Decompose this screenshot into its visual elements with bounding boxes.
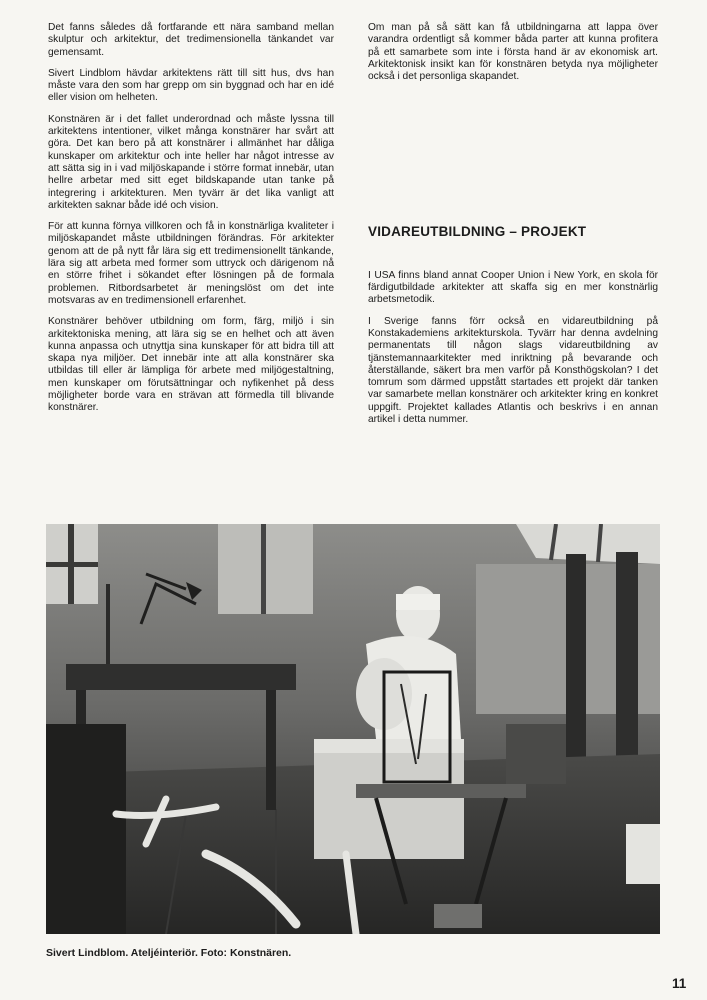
photo-caption: Sivert Lindblom. Ateljéinteriör. Foto: Konstnären. xyxy=(46,947,292,959)
paragraph: Om man på så sätt kan få utbildningarna att lappa över varandra ordentligt så kommer båda parter att kunna profitera på ett samarbete som inte i första hand är av ekonomisk art. Arkitektonisk insikt kan för konstnären betyda nya möjligheter också i det personliga skapandet. xyxy=(368,22,658,83)
page-number: 11 xyxy=(672,976,687,991)
paragraph: Det fanns således då fortfarande ett nära samband mellan skulptur och arkitektur, det tredimensionella tänkandet var gemensamt. xyxy=(48,22,334,58)
paragraph: Konstnären är i det fallet underordnad och måste lyssna till arkitektens intentioner, vilket många konstnärer har svårt att göra. Det kan bero på att konstnärer i allmänhet har dåliga kunskaper om arkitektur och inte heller har något intresse av att sätta sig in i vad miljöskapande i större format innebär, utan hellre arbetar med sitt eget bildskapande utan tanke på integrering i arkitekturen. Men tyvärr är det lika vanligt att arkitekten saknar både idé och vision. xyxy=(48,113,334,211)
paragraph: I Sverige fanns förr också en vidareutbildning på Konstakademiens arkitekturskola. Tyvärr har denna avdelning permanentats till någon slags vidareutbildning av tjänstemannaarkitekter med inriktning på bevarande och återställande, säkert bra men varför på Konsthögskolan? I det tomrum som därmed uppstått startades ett projekt där tanken var samarbete mellan konstnärer och arkitekter kring en konkret uppgift. Projektet kallades Atlantis och beskrivs i en annan artikel i detta nummer. xyxy=(368,315,658,426)
studio-photo-icon xyxy=(46,524,660,934)
paragraph: I USA finns bland annat Cooper Union i New York, en skola för färdigutbildade arkitekter att skaffa sig en mer konstnärlig arbetsmetodik. xyxy=(368,269,658,306)
paragraph: Sivert Lindblom hävdar arkitektens rätt till sitt hus, dvs han måste vara den som har grepp om sin byggnad och har en idé eller vision om helheten. xyxy=(48,67,334,104)
left-text-column xyxy=(48,22,334,424)
paragraph: För att kunna förnya villkoren och få in konstnärliga kvaliteter i miljöskapandet måste utbildningen förändras. För arkitekter genom att de på nytt får lära sig ett tredimensionellt tänkande, lära sig att arbeta med former som uttryck och därigenom nå en större frihet i sökandet efter lösningen på de formala problemen. Ritbordsarbetet är meningslöst om det inte motsvaras av en tredimensionell erfarenhet. xyxy=(48,221,334,306)
right-text-column xyxy=(368,22,658,435)
section-heading: VIDAREUTBILDNING – PROJEKT xyxy=(368,224,587,240)
paragraph: Konstnärer behöver utbildning om form, färg, miljö i sin arkitektoniska mening, att lära sig se en helhet och att även kunna anpassa och utnyttja sina kunskaper för att bidra till att skapa nya miljöer. Det innebär inte att alla konstnärer ska utbildas till eller är lämpliga för arbete med miljögestaltning, men kunskaper om förutsättningar och nyfikenhet på dess möjligheter borde vara en strävan att förmedla till blivande konstnärer. xyxy=(48,316,334,414)
studio-photo xyxy=(46,524,660,934)
